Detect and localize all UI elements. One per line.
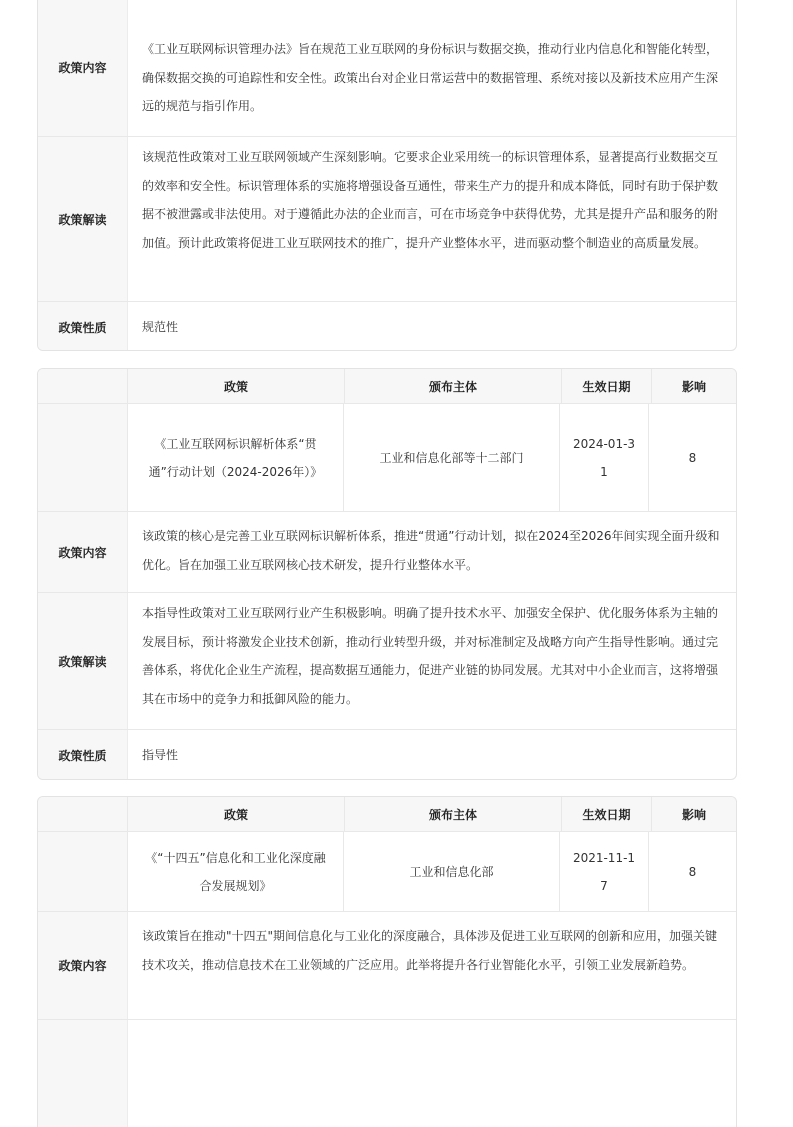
policy-content-label: 政策内容 [38,0,127,136]
policy-name: 《工业互联网标识解析体系“贯通”行动计划（2024-2026年）》 [127,404,343,511]
policy-table-header [38,797,736,831]
policy-card-2 [37,368,737,780]
empty-content-cell [127,1020,736,1127]
policy-name: 《“十四五”信息化和工业化深度融合发展规划》 [127,832,343,911]
header-policy: 政策 [127,797,344,831]
policy-content-text: 该政策旨在推动"十四五"期间信息化与工业化的深度融合，具体涉及促进工业互联网的创新和应用，加强关键技术攻关，推动信息技术在工业领域的广泛应用。此举将提升各行业智能化水平，引领工业发展新趋势。 [127,912,736,1019]
policy-continued-row [38,1019,736,1127]
policy-interpretation-row [38,592,736,729]
policy-table-header [38,369,736,403]
policy-date: 2024-01-31 [559,404,648,511]
policy-interpretation-row [38,136,736,301]
policy-impact: 8 [648,404,736,511]
policy-nature-text: 规范性 [127,302,736,351]
policy-content-text: 该政策的核心是完善工业互联网标识解析体系，推进“贯通”行动计划，拟在2024至2026年间实现全面升级和优化。旨在加强工业互联网核心技术研发，提升行业整体水平。 [127,512,736,592]
policy-card-1 [37,0,737,351]
policy-interpretation-label: 政策解读 [38,137,127,301]
policy-interpretation-label: 政策解读 [38,593,127,729]
policy-nature-row [38,301,736,351]
policy-content-row [38,0,736,136]
policy-nature-label: 政策性质 [38,730,127,780]
policy-content-label: 政策内容 [38,912,127,1019]
empty-label-cell [38,1020,127,1127]
policy-card-3 [37,796,737,1127]
policy-interpretation-text: 该规范性政策对工业互联网领域产生深刻影响。它要求企业采用统一的标识管理体系，显著提高行业数据交互的效率和安全性。标识管理体系的实施将增强设备互通性，带来生产力的提升和成本降低，同时有助于保护数据不被泄露或非法使用。对于遵循此办法的企业而言，可在市场竞争中获得优势，尤其是提升产品和服务的附加值。预计此政策将促进工业互联网技术的推广，提升产业整体水平，进而驱动整个制造业的高质量发展。 [127,137,736,301]
policy-issuer: 工业和信息化部等十二部门 [343,404,559,511]
header-impact: 影响 [651,369,736,403]
policy-row [38,831,736,911]
header-issuer: 颁布主体 [344,797,561,831]
policy-row [38,403,736,511]
policy-nature-label: 政策性质 [38,302,127,351]
policy-content-label: 政策内容 [38,512,127,592]
policy-issuer: 工业和信息化部 [343,832,559,911]
policy-nature-row [38,729,736,780]
policy-content-row [38,511,736,592]
header-date: 生效日期 [561,369,651,403]
header-issuer: 颁布主体 [344,369,561,403]
policy-date: 2021-11-17 [559,832,648,911]
header-impact: 影响 [651,797,736,831]
policy-content-row [38,911,736,1019]
policy-impact: 8 [648,832,736,911]
header-policy: 政策 [127,369,344,403]
header-date: 生效日期 [561,797,651,831]
policy-interpretation-text: 本指导性政策对工业互联网行业产生积极影响。明确了提升技术水平、加强安全保护、优化服务体系为主轴的发展目标，预计将激发企业技术创新，推动行业转型升级，并对标准制定及战略方向产生指导性影响。通过完善体系，将优化企业生产流程，提高数据互通能力，促进产业链的协同发展。尤其对中小企业而言，这将增强其在市场中的竞争力和抵御风险的能力。 [127,593,736,729]
policy-content-text: 《工业互联网标识管理办法》旨在规范工业互联网的身份标识与数据交换，推动行业内信息化和智能化转型，确保数据交换的可追踪性和安全性。政策出台对企业日常运营中的数据管理、系统对接以及新技术应用产生深远的规范与指引作用。 [127,0,736,136]
policy-nature-text: 指导性 [127,730,736,780]
